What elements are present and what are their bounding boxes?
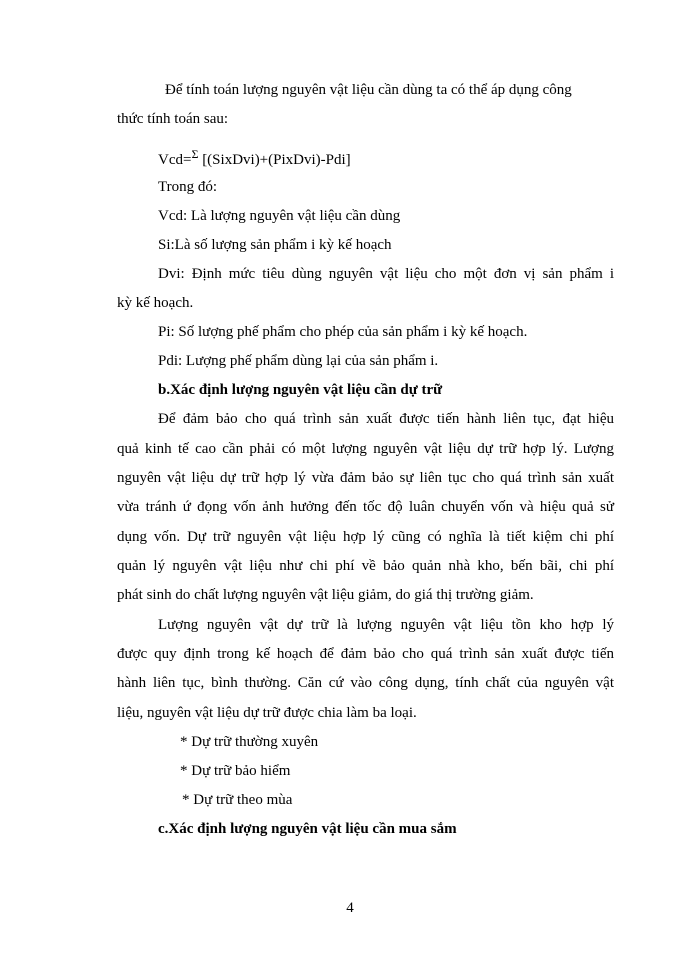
para-b-line: phát sinh do chất lượng nguyên vật liệu giảm, do giá thị trường giảm.: [117, 587, 534, 603]
sigma-symbol: Σ: [191, 147, 199, 161]
bullet-item: * Dự trữ thường xuyên: [180, 734, 319, 750]
bullet-item: * Dự trữ bảo hiểm: [180, 763, 291, 779]
definition-vcd: Vcd: Là lượng nguyên vật liệu cần dùng: [158, 208, 401, 224]
definition-dvi-line-2: kỳ kế hoạch.: [117, 295, 194, 311]
bullet-item: * Dự trữ theo mùa: [182, 792, 293, 808]
para-c-line: liệu, nguyên vật liệu dự trữ được chia làm ba loại.: [117, 705, 417, 721]
heading-c: c.Xác định lượng nguyên vật liệu cần mua sắm: [158, 821, 457, 837]
intro-line-1: Để tính toán lượng nguyên vật liệu cần dùng ta có thể áp dụng công: [165, 82, 572, 98]
para-b-line: dụng vốn. Dự trữ nguyên vật liệu hợp lý cũng có nghĩa là tiết kiệm chi phí: [117, 529, 614, 545]
para-c-line: Lượng nguyên vật dự trữ là lượng nguyên vật liệu tồn kho hợp lý: [158, 617, 614, 633]
page-number: 4: [346, 900, 354, 916]
heading-b: b.Xác định lượng nguyên vật liệu cần dự trữ: [158, 382, 443, 398]
para-b-line: quả kinh tế cao cần phải có một lượng nguyên vật liệu dự trữ hợp lý. Lượng: [117, 441, 614, 457]
definition-si: Si:Là số lượng sản phẩm i kỳ kế hoạch: [158, 237, 392, 253]
para-b-line: Để đảm bảo cho quá trình sản xuất được tiến hành liên tục, đạt hiệu: [158, 411, 614, 427]
intro-line-2: thức tính toán sau:: [117, 111, 229, 127]
para-c-line: hành liên tục, bình thường. Căn cứ vào công dụng, tính chất của nguyên vật: [117, 675, 614, 691]
formula-rhs: [(SixDvi)+(PixDvi)-Pdi]: [198, 152, 351, 168]
para-b-line: quản lý nguyên vật liệu như chi phí về bảo quản nhà kho, bến bãi, chi phí: [117, 558, 614, 574]
definition-dvi-line-1: Dvi: Định mức tiêu dùng nguyên vật liệu cho một đơn vị sản phẩm i: [158, 266, 614, 282]
formula: [158, 144, 351, 170]
para-c-line: được quy định trong kế hoạch để đảm bảo cho quá trình sản xuất được tiến: [117, 646, 614, 662]
definition-pdi: Pdi: Lượng phế phẩm dùng lại của sản phẩm i.: [158, 353, 439, 369]
definition-pi: Pi: Số lượng phế phẩm cho phép của sản phẩm i kỳ kế hoạch.: [158, 324, 528, 340]
trong-do-label: Trong đó:: [158, 179, 218, 195]
para-b-line: vừa tránh ứ đọng vốn ảnh hưởng đến tốc độ luân chuyển vốn và hiệu quả sử: [117, 499, 614, 515]
para-b-line: nguyên vật liệu dự trữ hợp lý vừa đảm bảo sự liên tục cho quá trình sản xuất: [117, 470, 614, 486]
formula-lhs: Vcd=: [158, 152, 192, 168]
